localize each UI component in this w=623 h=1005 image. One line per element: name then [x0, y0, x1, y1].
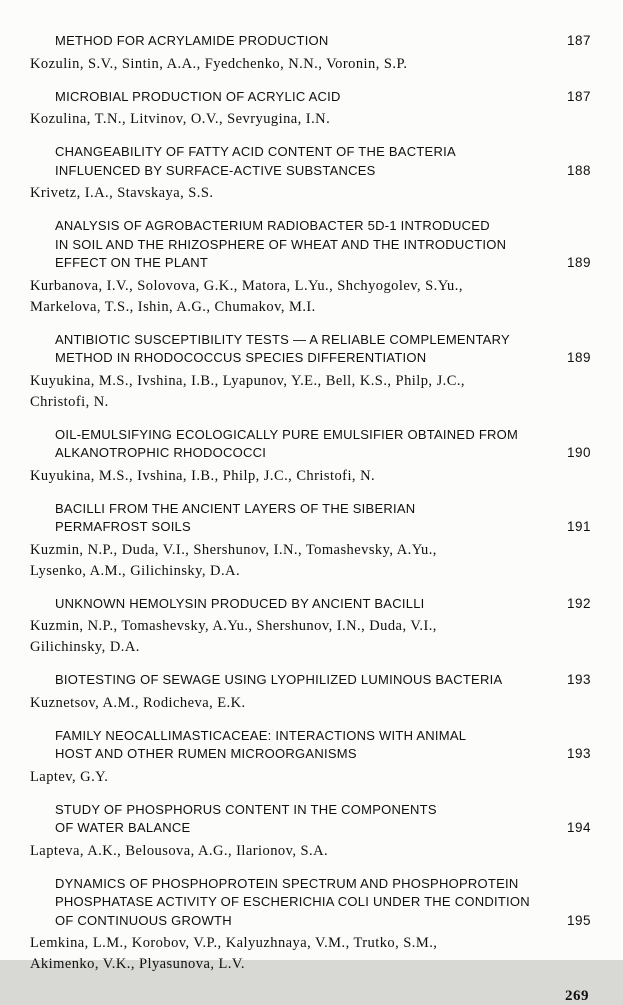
entry-page-number: 192 — [566, 595, 591, 611]
entry-authors-line: Kuyukina, M.S., Ivshina, I.B., Lyapunov, Y.E., Bell, K.S., Philp, J.C., — [30, 372, 466, 389]
entry-authors — [30, 693, 591, 714]
entry-title-line: OF CONTINUOUS GROWTH — [55, 912, 232, 928]
entry-authors — [30, 183, 591, 204]
entry-head — [30, 671, 591, 690]
entry-authors-line: Christofi, N. — [30, 393, 109, 410]
entry-page-number: 187 — [566, 88, 591, 104]
entry-title-line: PERMAFROST SOILS — [55, 519, 191, 534]
entry-head — [30, 595, 591, 614]
page-number: 269 — [565, 988, 589, 1004]
entry-page-number: 191 — [566, 519, 591, 534]
toc-entry — [30, 143, 591, 204]
entry-title-line: OF WATER BALANCE — [55, 820, 191, 835]
entry-authors-line: Kurbanova, I.V., Solovova, G.K., Matora, L.Yu., Shchyogolev, S.Yu., — [30, 277, 463, 294]
entry-authors-line: Krivetz, I.A., Stavskaya, S.S. — [30, 185, 214, 201]
entry-title-line: METHOD IN RHODOCOCCUS SPECIES DIFFERENTIATION — [55, 350, 427, 365]
toc-entry — [30, 875, 591, 976]
toc-entry — [30, 801, 591, 862]
entry-title-line: METHOD FOR ACRYLAMIDE PRODUCTION — [55, 33, 329, 48]
entry-authors — [30, 841, 591, 862]
entry-authors-line: Gilichinsky, D.A. — [30, 639, 140, 655]
entry-authors-line: Kozulina, T.N., Litvinov, O.V., Sevryugina, I.N. — [30, 111, 331, 127]
entry-authors-line: Kuzmin, N.P., Tomashevsky, A.Yu., Shershunov, I.N., Duda, V.I., — [30, 618, 437, 634]
entry-authors — [30, 767, 591, 788]
toc-entry — [30, 88, 591, 131]
entry-authors-line: Kozulin, S.V., Sintin, A.A., Fyedchenko, N.N., Voronin, S.P. — [30, 55, 408, 72]
entry-title — [55, 426, 535, 463]
entry-authors-line: Kuznetsov, A.M., Rodicheva, E.K. — [30, 694, 246, 711]
toc-entry — [30, 217, 591, 318]
entry-title — [55, 217, 535, 273]
entry-title — [55, 801, 535, 838]
entry-head — [30, 500, 591, 537]
toc-entries-list — [30, 32, 591, 975]
entry-head — [30, 143, 591, 180]
toc-entry — [30, 727, 591, 788]
entry-page-number: 190 — [566, 445, 591, 460]
toc-entry — [30, 331, 591, 413]
entry-title-line: IN SOIL AND THE RHIZOSPHERE OF WHEAT AND THE INTRODUCTION — [55, 236, 507, 252]
entry-page-number: 189 — [566, 350, 591, 365]
toc-entry — [30, 671, 591, 714]
entry-title-line: EFFECT ON THE PLANT — [55, 255, 209, 270]
entry-authors-line: Kuyukina, M.S., Ivshina, I.B., Philp, J.C., Christofi, N. — [30, 467, 376, 484]
entry-page-number: 193 — [566, 746, 591, 761]
entry-title-line: ANALYSIS OF AGROBACTERIUM RADIOBACTER 5D-1 INTRODUCED — [55, 218, 490, 233]
entry-authors-line: Akimenko, V.K., Plyasunova, L.V. — [30, 956, 245, 972]
entry-title-line: HOST AND OTHER RUMEN MICROORGANISMS — [55, 746, 357, 761]
entry-head — [30, 331, 591, 368]
entry-authors — [30, 54, 591, 75]
entry-title-line: DYNAMICS OF PHOSPHOPROTEIN SPECTRUM AND PHOSPHOPROTEIN — [55, 875, 519, 891]
entry-page-number: 188 — [566, 162, 591, 178]
toc-entry — [30, 32, 591, 75]
entry-page-number: 194 — [566, 820, 591, 835]
entry-title-line: STUDY OF PHOSPHORUS CONTENT IN THE COMPONENTS — [55, 801, 437, 817]
entry-page-number: 187 — [566, 33, 591, 48]
entry-title-line: ANTIBIOTIC SUSCEPTIBILITY TESTS — A RELIABLE COMPLEMENTARY — [55, 331, 510, 347]
entry-title-line: CHANGEABILITY OF FATTY ACID CONTENT OF THE BACTERIA — [55, 144, 456, 159]
entry-title-line: MICROBIAL PRODUCTION OF ACRYLIC ACID — [55, 88, 341, 104]
entry-title-line: UNKNOWN HEMOLYSIN PRODUCED BY ANCIENT BACILLI — [55, 595, 425, 611]
entry-title-line: OIL-EMULSIFYING ECOLOGICALLY PURE EMULSIFIER OBTAINED FROM — [55, 426, 519, 442]
toc-entry — [30, 426, 591, 487]
entry-title — [55, 32, 535, 51]
entry-head — [30, 426, 591, 463]
entry-authors — [30, 109, 591, 130]
entry-authors-line: Markelova, T.S., Ishin, A.G., Chumakov, M.I. — [30, 298, 316, 315]
entry-title-line: ALKANOTROPHIC RHODOCOCCI — [55, 445, 267, 460]
entry-authors-line: Lapteva, A.K., Belousova, A.G., Ilarionov, S.A. — [30, 842, 329, 859]
entry-authors — [30, 276, 591, 318]
entry-title-line: INFLUENCED BY SURFACE-ACTIVE SUBSTANCES — [55, 162, 376, 178]
entry-authors-line: Lemkina, L.M., Korobov, V.P., Kalyuzhnaya, V.M., Trutko, S.M., — [30, 935, 438, 951]
entry-head — [30, 727, 591, 764]
entry-title-line: BACILLI FROM THE ANCIENT LAYERS OF THE SIBERIAN — [55, 500, 416, 516]
entry-head — [30, 875, 591, 931]
entry-title — [55, 875, 535, 931]
entry-title — [55, 88, 535, 107]
entry-title-line: BIOTESTING OF SEWAGE USING LYOPHILIZED LUMINOUS BACTERIA — [55, 672, 503, 687]
entry-title — [55, 671, 535, 690]
entry-title — [55, 331, 535, 368]
entry-authors-line: Lysenko, A.M., Gilichinsky, D.A. — [30, 562, 241, 579]
entry-title — [55, 500, 535, 537]
entry-authors-line: Laptev, G.Y. — [30, 768, 109, 785]
entry-head — [30, 217, 591, 273]
entry-title — [55, 595, 535, 614]
entry-authors — [30, 933, 591, 975]
entry-title — [55, 727, 535, 764]
toc-entry — [30, 500, 591, 582]
entry-page-number: 189 — [566, 255, 591, 270]
entry-head — [30, 801, 591, 838]
entry-authors — [30, 371, 591, 413]
entry-authors-line: Kuzmin, N.P., Duda, V.I., Shershunov, I.N., Tomashevsky, A.Yu., — [30, 541, 437, 558]
entry-head — [30, 32, 591, 51]
entry-title-line: PHOSPHATASE ACTIVITY OF ESCHERICHIA COLI UNDER THE CONDITION — [55, 894, 530, 909]
entry-authors — [30, 466, 591, 487]
entry-page-number: 193 — [566, 672, 591, 687]
toc-entry — [30, 595, 591, 659]
entry-title — [55, 143, 535, 180]
entry-head — [30, 88, 591, 107]
entry-title-line: FAMILY NEOCALLIMASTICACEAE: INTERACTIONS WITH ANIMAL — [55, 727, 467, 743]
entry-authors — [30, 540, 591, 582]
entry-authors — [30, 616, 591, 658]
entry-page-number: 195 — [566, 912, 591, 928]
